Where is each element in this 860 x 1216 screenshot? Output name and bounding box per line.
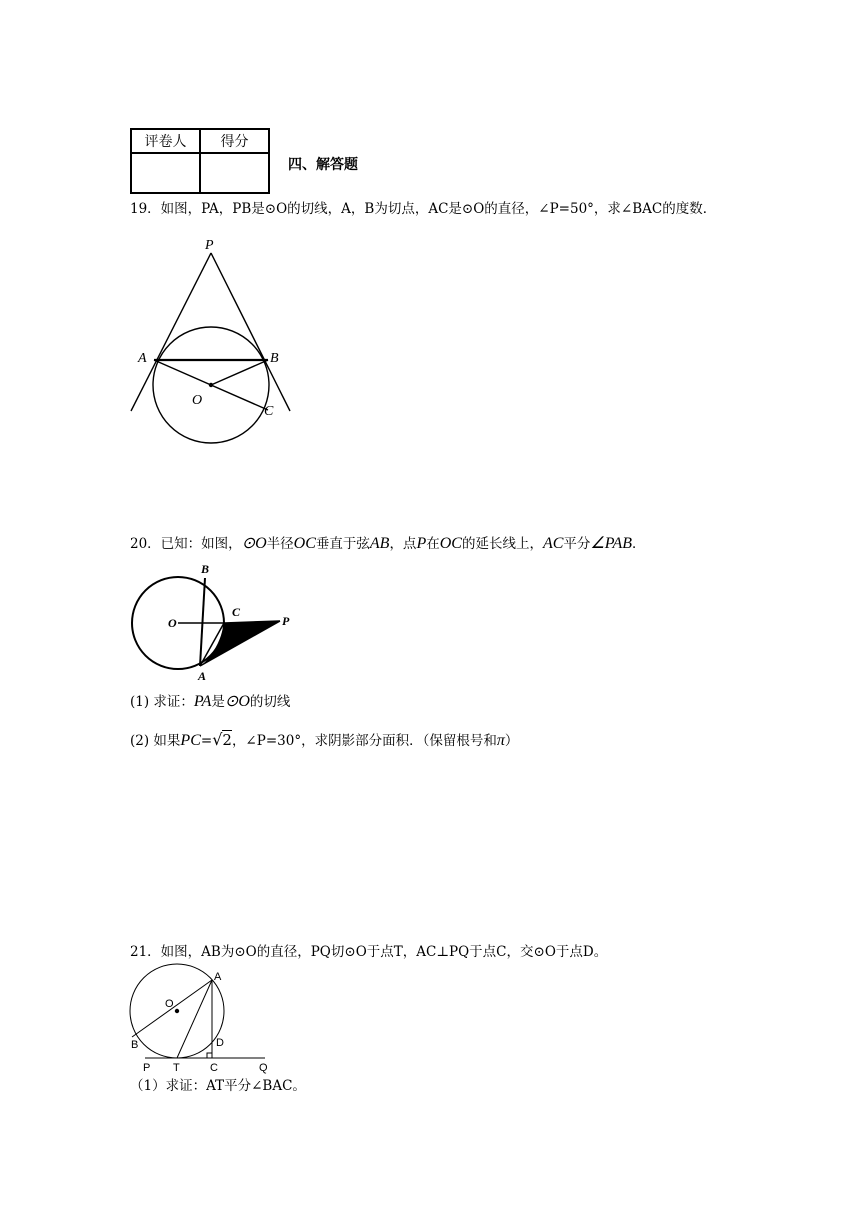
label-b-21: B [131,1039,139,1051]
label-d-21: D [216,1037,224,1049]
question-20-part-2: (2) 如果PC=√2，∠P=30°，求阴影部分面积．（保留根号和π） [130,730,519,749]
label-q-21: Q [259,1062,268,1074]
math-p: P [416,535,427,552]
math-circle-o-2: ⊙O [224,693,250,710]
label-o-19: O [192,393,203,408]
label-c-21: C [210,1062,218,1074]
center-dot-19 [209,383,213,387]
label-t-21: T [173,1062,180,1074]
sqrt-sign: √ [212,730,223,749]
label-o-21: O [165,998,174,1010]
label-b-20: B [201,562,210,576]
label-b-19: B [270,351,279,366]
math-oc: OC [293,535,316,552]
label-o-20: O [168,616,177,630]
math-sqrt-value: 2 [222,731,232,749]
score-header: 得分 [200,129,269,153]
section-title: 四、解答题 [288,157,358,173]
tangent-pa [131,253,211,411]
label-p-20: P [282,614,290,628]
label-c-19: C [264,404,274,419]
math-ab: AB [369,535,390,552]
question-19-text: 19．如图，PA，PB是⊙O的切线，A，B为切点，AC是⊙O的直径，∠P=50°，求∠BAC的度数． [130,201,717,217]
math-angle-pab: ∠PAB [590,535,633,552]
math-pi: π [496,732,505,749]
math-pa: PA [193,693,212,710]
math-circle-o: ⊙O [241,535,267,552]
question-20-text: 20．已知：如图，⊙O半径OC垂直于弦AB，点P在OC的延长线上，AC平分∠PAB． [130,535,646,552]
math-pc: PC [180,732,201,749]
tangent-pb [211,253,290,411]
line-at [177,980,212,1058]
chord-ab-20 [200,578,205,666]
question-21-text: 21．如图，AB为⊙O的直径，PQ切⊙O于点T，AC⊥PQ于点C，交⊙O于点D。 [130,944,608,960]
center-dot-21 [175,1009,179,1013]
label-a-20: A [198,669,207,683]
label-p-21: P [143,1062,151,1074]
radius-ob [211,360,268,385]
question-21-part-1: （1）求证：AT平分∠BAC。 [130,1078,306,1094]
math-ac: AC [542,535,564,552]
math-oc-2: OC [439,535,462,552]
label-a-21: A [214,971,222,983]
label-p-19: P [205,238,214,253]
right-angle-mark [207,1053,212,1058]
label-a-19: A [138,351,147,366]
label-c-20: C [232,605,241,619]
question-20-part-1: (1) 求证：PA是⊙O的切线 [130,693,291,710]
grader-header: 评卷人 [131,129,200,153]
